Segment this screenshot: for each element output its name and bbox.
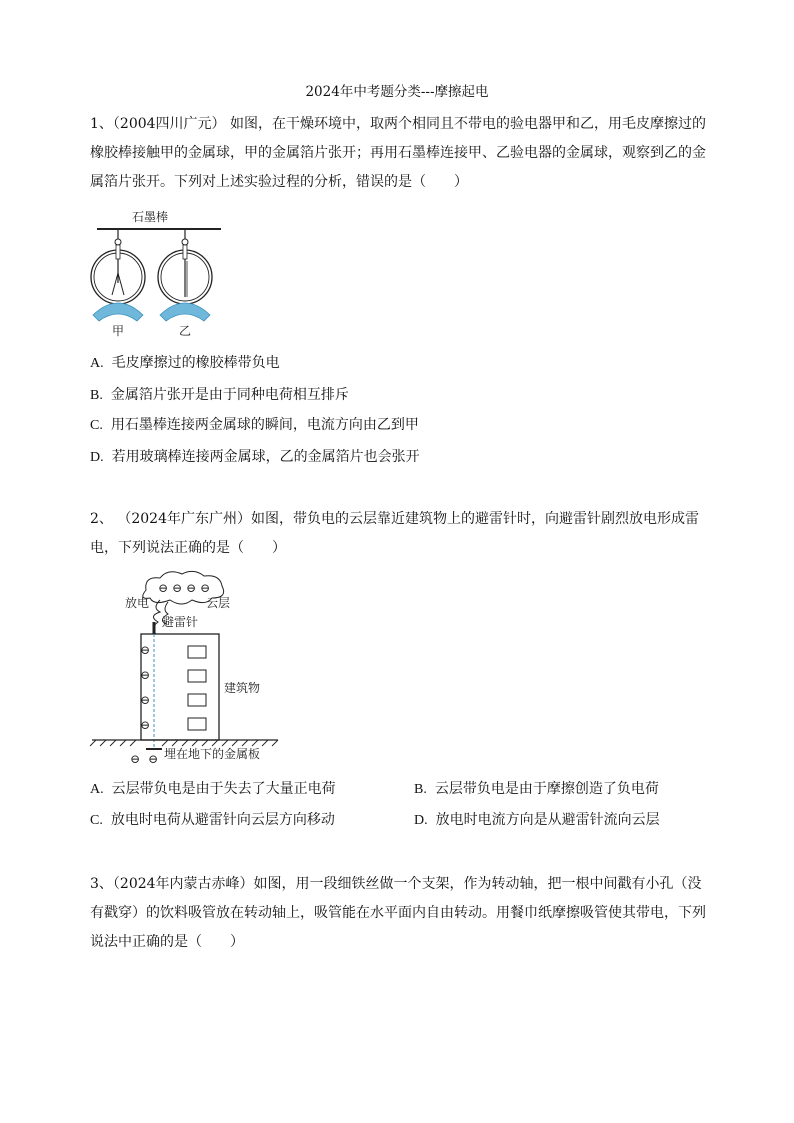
cloud-charge-3: ⊖ [186, 581, 197, 595]
cloud-charge-4: ⊖ [200, 581, 211, 595]
question-2-option-c: C. 放电时电荷从避雷针向云层方向移动 [90, 812, 335, 828]
electroscope-jia-label: 甲 [111, 324, 125, 338]
question-2-option-b: B. 云层带负电是由于摩擦创造了负电荷 [414, 781, 659, 797]
building-charge-2: ⊖ [140, 668, 151, 682]
lightning-rod-figure [88, 568, 378, 768]
question-1-option-b: B. 金属箔片张开是由于同种电荷相互排斥 [90, 387, 349, 403]
discharge-label: 放电 [125, 596, 150, 610]
lightning-rod-label: 避雷针 [162, 615, 199, 629]
building-charge-4: ⊖ [140, 718, 151, 732]
question-1-option-a: A. 毛皮摩擦过的橡胶棒带负电 [90, 355, 280, 371]
plate-charge-2: ⊖ [148, 752, 159, 766]
document-title: 2024年中考题分类---摩擦起电 [305, 84, 489, 100]
electroscope-figure [85, 205, 235, 340]
building [141, 634, 219, 740]
building-charge-1: ⊖ [140, 643, 151, 657]
electroscope-yi [158, 229, 212, 321]
cloud-label: 云层 [206, 596, 231, 610]
building-charge-3: ⊖ [140, 693, 151, 707]
question-1-text: 1、（2004四川广元） 如图，在干燥环境中，取两个相同且不带电的验电器甲和乙，用毛皮摩擦过的橡胶棒接触甲的金属球，甲的金属箔片张开；再用石墨棒连接甲、乙验电器的金属球，观察到乙的金属箔片张开。下列对上述实验过程的分析，错误的是（ ） [90, 116, 706, 190]
question-1-option-c: C. 用石墨棒连接两金属球的瞬间，电流方向由乙到甲 [90, 417, 419, 433]
electroscope-yi-label: 乙 [178, 324, 192, 338]
question-2-option-d: D. 放电时电流方向是从避雷针流向云层 [414, 812, 660, 828]
electroscope-jia [91, 229, 145, 321]
building-label: 建筑物 [224, 681, 261, 695]
question-3-text: 3、（2024年内蒙古赤峰）如图，用一段细铁丝做一个支架，作为转动轴，把一根中间戳有小孔（没有戳穿）的饮料吸管放在转动轴上，吸管能在水平面内自由转动。用餐巾纸摩擦吸管使其带电，下列说法中正确的是（ ） [90, 876, 706, 950]
question-2-text: 2、 （2024年广东广州）如图，带负电的云层靠近建筑物上的避雷针时，向避雷针剧烈放电形成雷电，下列说法正确的是（ ） [90, 511, 699, 556]
question-2-option-a: A. 云层带负电是由于失去了大量正电荷 [90, 781, 336, 797]
plate-charge-1: ⊖ [130, 752, 141, 766]
graphite-rod-label: 石墨棒 [131, 210, 169, 224]
cloud-charge-2: ⊖ [172, 581, 183, 595]
question-1-option-d: D. 若用玻璃棒连接两金属球，乙的金属箔片也会张开 [90, 449, 420, 465]
cloud-charge-1: ⊖ [158, 581, 169, 595]
metal-plate-label: 埋在地下的金属板 [164, 747, 261, 761]
